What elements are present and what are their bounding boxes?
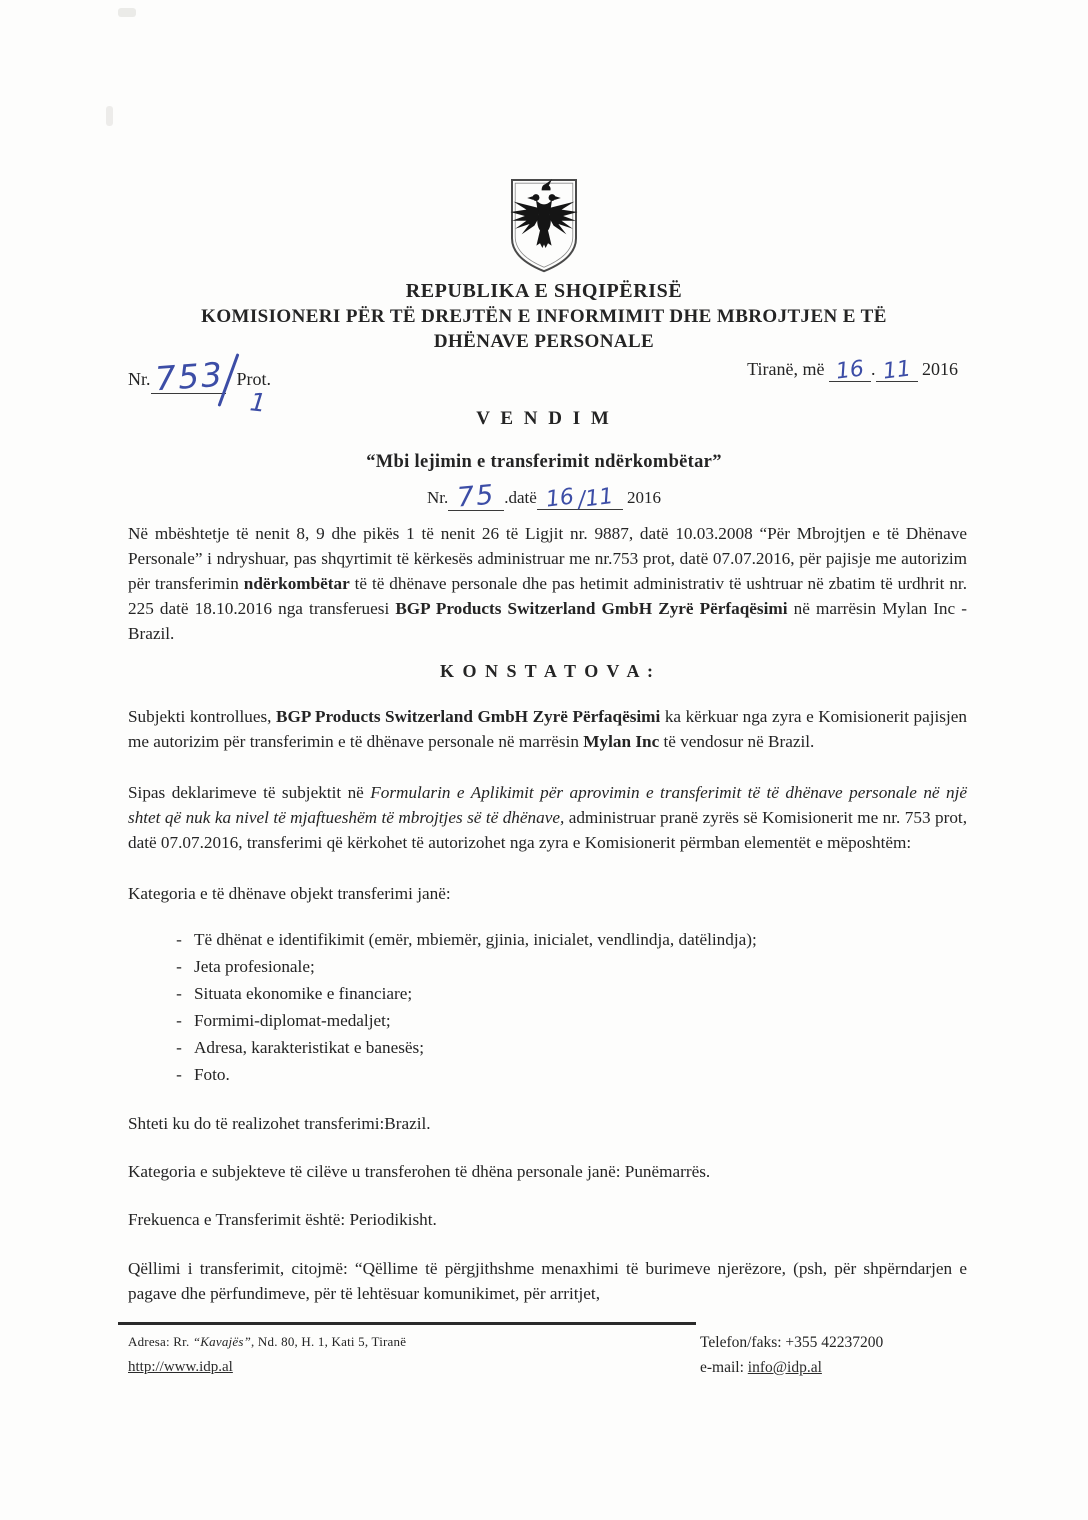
footer-address <box>128 1331 406 1354</box>
decision-nr-label: Nr. <box>426 488 449 507</box>
list-item <box>128 980 967 1007</box>
letterhead-commissioner-line1: KOMISIONERI PËR TË DREJTËN E INFORMIMIT DHE MBROJTJEN E TË <box>201 306 887 328</box>
konstatova-heading: K O N S T A T O V A : <box>439 661 656 681</box>
list-item-text: Formimi-diplomat-medaljet; <box>194 1011 391 1030</box>
letterhead-republic: REPUBLIKA E SHQIPËRISË <box>405 280 683 302</box>
list-item <box>128 1034 967 1061</box>
text-segment: , Nd. 80, H. 1, Kati 5, Tiranë <box>251 1334 407 1349</box>
footer-website-link: http://www.idp.al <box>128 1358 233 1375</box>
list-dash: - <box>176 957 182 976</box>
categories-list <box>128 926 967 1088</box>
frequency-line: Frekuenca e Transferimit është: Periodikisht. <box>128 1210 437 1229</box>
text-segment: administruar pranë zyrës së Komisionerit me nr. 753 prot, datë 07.07.2016, transferimi që kërkohet të autorizohet nga zyra e Komisionerit përmban elementët e mëposhtëm: <box>128 808 968 852</box>
text-segment: Në mbështetje të nenit 8, 9 dhe pikës 1 të nenit 26 të Ligjit nr. 9887, datë 10.03.2008 “Për Mbrojtjen e të Dhënave Personale” i ndryshuar, pas shqyrtimit të kërkesës administruar me nr.753 prot, datë 07.07.2016, për pajisje me autorizim për transferimin <box>128 524 967 593</box>
text-segment: ka kërkuar nga zyra e Komisionerit pajisjen me autorizim për transferimin e të dhënave personale në marrësin <box>128 707 967 751</box>
decision-title: V E N D I M <box>476 408 612 429</box>
handwritten-decision-day: 16 <box>544 484 576 513</box>
subjects-line: Kategoria e subjekteve të cilëve u transferohen të dhëna personale janë: Punëmarrës. <box>128 1162 711 1181</box>
handwritten-day: 16 <box>834 356 866 385</box>
footer-right-column <box>700 1331 883 1381</box>
handwritten-month: 11 <box>881 356 912 385</box>
list-item <box>128 926 967 953</box>
list-dash: - <box>176 930 182 949</box>
text-segment: ndërkombëtar <box>243 574 350 593</box>
protocol-prot-label: Prot. <box>236 369 272 389</box>
dateline-separator: . <box>871 359 876 379</box>
list-dash: - <box>176 984 182 1003</box>
text-segment: të të dhënave personale dhe pas hetimit administrativ të ushtruar në zbatim të urdhrit nr. 225 datë 18.10.2016 nga transferuesi <box>128 574 967 618</box>
protocol-number-block <box>128 354 272 418</box>
list-item-text: Të dhënat e identifikimit (emër, mbiemër, gjinia, inicialet, vendlindja, datëlindja); <box>194 930 757 949</box>
document-body <box>128 521 967 1306</box>
list-dash: - <box>176 1038 182 1057</box>
scan-artifact <box>118 8 136 17</box>
text-segment: BGP Products Switzerland GmbH Zyrë Përfaqësimi <box>395 599 788 618</box>
paragraph-controller-request <box>128 704 967 754</box>
list-dash: - <box>176 1011 182 1030</box>
list-item <box>128 953 967 980</box>
footer-email-label: e-mail: <box>700 1358 748 1376</box>
footer-left-column <box>128 1331 406 1380</box>
handwritten-decision-number: 75 <box>455 479 497 514</box>
protocol-nr-label: Nr. <box>128 369 151 389</box>
text-segment: Adresa: Rr. <box>128 1334 193 1349</box>
text-segment: Qëllimi i transferimit, citojmë: “Qëllime të përgjithshme menaxhimi të burimeve njerëzore, (psh, për shpërndarjen e pagave dhe përfundimeve, për të lehtësuar komunikimet, për arritjet, <box>128 1259 967 1303</box>
handwritten-sub-number: 1 <box>248 387 268 418</box>
footer-email-line <box>700 1356 883 1381</box>
dateline-city-label: Tiranë, më <box>747 359 825 379</box>
list-dash: - <box>176 1065 182 1084</box>
text-segment: Subjekti kontrollues, <box>128 707 277 726</box>
country-line: Shteti ku do të realizohet transferimi:Brazil. <box>128 1114 431 1133</box>
decision-subtitle: “Mbi lejimin e transferimit ndërkombëtar” <box>366 452 722 472</box>
letterhead <box>0 278 1088 355</box>
paragraph-purpose <box>128 1256 967 1306</box>
list-item-text: Jeta profesionale; <box>194 957 315 976</box>
text-segment: BGP Products Switzerland GmbH Zyrë Përfaqësimi <box>276 707 661 726</box>
text-segment: të vendosur në Brazil. <box>659 732 815 751</box>
scan-artifact <box>106 106 113 126</box>
decision-year: 2016 <box>627 488 662 507</box>
decision-date-label: .datë <box>504 488 537 507</box>
letterhead-commissioner-line2: DHËNAVE PERSONALE <box>433 331 655 353</box>
footer-divider <box>118 1322 696 1325</box>
dateline-day-blank <box>829 356 871 385</box>
protocol-row <box>128 352 966 418</box>
text-segment: Sipas deklarimeve të subjektit në <box>128 783 371 802</box>
footer-phone: Telefon/faks: +355 42237200 <box>700 1334 884 1351</box>
categories-intro: Kategoria e të dhënave objekt transferimi janë: <box>128 884 451 903</box>
handwritten-decision-month: /11 <box>576 483 616 514</box>
albanian-eagle-emblem <box>504 176 584 276</box>
decision-date-blank <box>537 483 623 514</box>
decision-number-line <box>0 479 1088 514</box>
text-segment: “Kavajës” <box>192 1334 252 1349</box>
list-item <box>128 1061 967 1088</box>
decision-number-blank <box>448 479 504 514</box>
text-segment: Mylan Inc <box>583 732 660 751</box>
list-item <box>128 1007 967 1034</box>
list-item-text: Foto. <box>194 1065 230 1084</box>
dateline-month-blank <box>876 356 918 385</box>
handwritten-protocol-number: 753 <box>153 354 225 399</box>
text-segment: Formularin e Aplikimit për aprovimin e transferimit të të dhënave personale në një shtet që nuk ka nivel të mjaftueshëm të mbrojtjes së të dhënave, <box>128 783 968 827</box>
emblem-container <box>0 176 1088 281</box>
dateline-year: 2016 <box>922 359 958 379</box>
paragraph-legal-basis <box>128 521 967 646</box>
text-segment: në marrësin Mylan Inc - Brazil. <box>128 599 967 643</box>
list-item-text: Adresa, karakteristikat e banesës; <box>194 1038 425 1057</box>
dateline-block <box>747 356 958 385</box>
paragraph-application-form <box>128 780 967 855</box>
double-headed-eagle-icon <box>510 179 577 248</box>
footer-email-link: info@idp.al <box>747 1358 822 1376</box>
protocol-number-blank <box>151 354 226 399</box>
list-item-text: Situata ekonomike e financiare; <box>194 984 413 1003</box>
